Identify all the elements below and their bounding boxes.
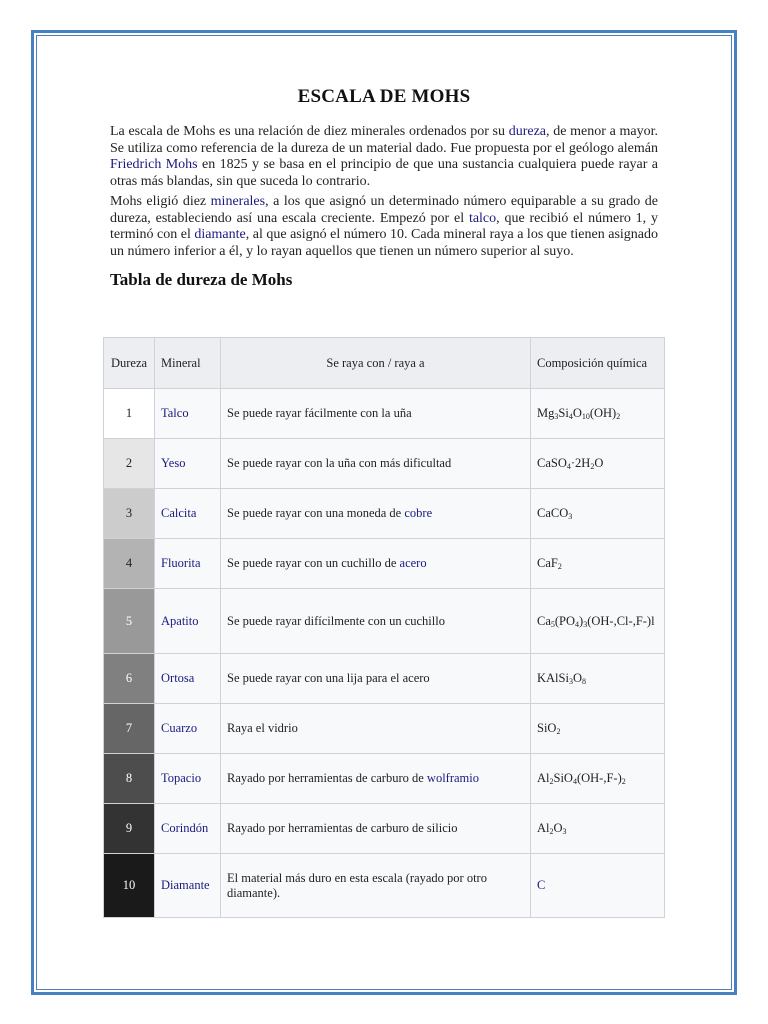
cell-dureza: 1 [104, 389, 155, 439]
table-row [104, 754, 665, 804]
raya-text: Se puede rayar fácilmente con la uña [227, 406, 412, 420]
cell-dureza: 9 [104, 804, 155, 854]
formula-subscript: 3 [583, 619, 588, 629]
formula-subscript: 2 [616, 412, 621, 421]
text: , de menor a mayor. Se utiliza como referencia de la dureza de un material dado. Fue propuesta por el geólogo alemán [110, 124, 658, 156]
formula-subscript: 2 [556, 727, 561, 736]
cell-raya [221, 804, 531, 854]
table-row [104, 704, 665, 754]
formula-subscript: 3 [562, 827, 567, 836]
formula-subscript: 10 [581, 412, 590, 421]
formula-text: (PO [554, 613, 576, 628]
formula-subscript: 2 [590, 462, 595, 471]
text: Mohs eligió diez [110, 194, 211, 209]
text: en 1825 y se basa en el principio de que una sustancia cualquiera puede rayar a otras más blandas, sin que suceda lo contrario. [110, 157, 659, 189]
raya-link[interactable]: acero [399, 556, 427, 570]
cell-mineral-link[interactable]: Cuarzo [155, 704, 221, 754]
table-row [104, 539, 665, 589]
table-row [104, 654, 665, 704]
cell-composicion [531, 654, 665, 704]
formula-text: KAlSi [537, 671, 569, 685]
link-friedrich-mohs[interactable]: Friedrich Mohs [110, 157, 198, 172]
cell-raya [221, 754, 531, 804]
header-raya: Se raya con / raya a [221, 338, 531, 389]
cell-dureza: 2 [104, 439, 155, 489]
cell-composicion [531, 704, 665, 754]
text: La escala de Mohs es una relación de diez minerales ordenados por su [110, 124, 509, 139]
formula-subscript: 2 [549, 827, 554, 836]
table-row [104, 439, 665, 489]
cell-mineral-link[interactable]: Ortosa [155, 654, 221, 704]
formula-text: ) [579, 613, 584, 628]
cell-mineral-link[interactable]: Topacio [155, 754, 221, 804]
cell-mineral-link[interactable]: Talco [155, 389, 221, 439]
text: , que recibió el número 1, y terminó con el [110, 210, 658, 242]
cell-mineral-link[interactable]: Yeso [155, 439, 221, 489]
cell-dureza: 7 [104, 704, 155, 754]
formula-subscript: 4 [575, 619, 580, 629]
cell-raya [221, 439, 531, 489]
formula-text: CaCO [537, 506, 569, 520]
formula-subscript: 2 [621, 777, 626, 786]
intro-paragraph-1 [110, 124, 658, 190]
formula-subscript: 4 [566, 462, 571, 471]
link-talco[interactable]: talco [468, 210, 497, 226]
cell-raya [221, 654, 531, 704]
cell-raya [221, 539, 531, 589]
raya-text: Rayado por herramientas de carburo de [227, 771, 427, 785]
formula-text: SiO [553, 771, 573, 785]
cell-dureza: 8 [104, 754, 155, 804]
link-diamante[interactable]: diamante [194, 227, 246, 242]
document-body [110, 86, 658, 290]
formula-text: O [553, 821, 563, 835]
formula-subscript: 5 [550, 619, 555, 629]
text: , al que asignó el número 10. Cada mineral raya a los que tienen asignado un número inferior a él, y lo rayan aquellos que tienen un número superior al suyo. [110, 227, 658, 259]
formula-subscript: 4 [568, 412, 573, 421]
raya-text: Raya el vidrio [227, 721, 298, 735]
raya-text: Se puede rayar con un cuchillo de [227, 556, 400, 570]
raya-text: Rayado por herramientas de carburo de silicio [227, 821, 458, 835]
formula-text: (OH) [589, 406, 617, 420]
link-minerales[interactable]: minerales [210, 194, 266, 209]
cell-composicion [531, 389, 665, 439]
formula-text: SiO [537, 721, 557, 735]
formula-text: Al [537, 771, 550, 785]
formula-text: CaSO [537, 456, 567, 470]
formula-text: C [537, 878, 546, 892]
formula-subscript: 3 [554, 412, 559, 421]
formula-text: O [594, 456, 604, 470]
cell-raya [221, 589, 531, 654]
cell-composicion [531, 489, 665, 539]
raya-text: Se puede rayar con una lija para el acero [227, 671, 430, 685]
table-row [104, 589, 665, 654]
formula-subscript: 3 [568, 512, 573, 521]
formula-text: (OH-,F-) [576, 771, 622, 785]
cell-raya [221, 854, 531, 918]
table-row [104, 389, 665, 439]
cell-dureza: 6 [104, 654, 155, 704]
cell-raya [221, 704, 531, 754]
cell-dureza: 5 [104, 589, 155, 654]
formula-text: O [572, 406, 582, 420]
document-title: ESCALA DE MOHS [297, 86, 471, 107]
formula-text: Si [558, 406, 569, 420]
formula-text: ·2H [570, 456, 591, 470]
cell-dureza: 10 [104, 854, 155, 918]
text: , a los que asignó un determinado número equiparable a su grado de dureza, estableciendo así una escala creciente. Empezó por el [110, 194, 658, 226]
raya-link[interactable]: wolframio [426, 771, 479, 785]
raya-text: El material más duro en esta escala (rayado por otro diamante). [227, 870, 487, 900]
formula-subscript: 8 [581, 677, 586, 686]
raya-text: Se puede rayar difícilmente con un cuchillo [227, 613, 445, 628]
cell-composicion [531, 754, 665, 804]
cell-composicion [531, 539, 665, 589]
formula-subscript: 2 [549, 777, 554, 786]
mohs-hardness-table [103, 337, 665, 918]
formula-text: O [572, 671, 582, 685]
formula-text: CaF [537, 556, 558, 570]
table-row [104, 804, 665, 854]
header-composicion: Composición química [531, 338, 665, 389]
header-mineral: Mineral [155, 338, 221, 389]
formula-subscript: 4 [572, 777, 577, 786]
cell-dureza: 4 [104, 539, 155, 589]
link-dureza[interactable]: dureza [508, 124, 547, 139]
table-title: Tabla de dureza de Mohs [110, 270, 293, 289]
cell-composicion[interactable] [531, 854, 665, 918]
cell-raya [221, 489, 531, 539]
cell-mineral-link[interactable]: Apatito [155, 589, 221, 654]
cell-raya [221, 389, 531, 439]
cell-mineral-link[interactable]: Calcita [155, 489, 221, 539]
cell-mineral-link[interactable]: Fluorita [155, 539, 221, 589]
formula-subscript: 2 [557, 562, 562, 571]
formula-text: Ca [537, 613, 551, 628]
table-row [104, 854, 665, 918]
table-header-row [104, 338, 665, 389]
cell-mineral-link[interactable]: Corindón [155, 804, 221, 854]
cell-dureza: 3 [104, 489, 155, 539]
formula-text: Mg [537, 406, 555, 420]
raya-text: Se puede rayar con una moneda de [227, 506, 405, 520]
intro-paragraph-2 [110, 194, 658, 260]
raya-text: Se puede rayar con la uña con más dificultad [227, 456, 452, 470]
cell-composicion [531, 804, 665, 854]
formula-text: Al [537, 821, 550, 835]
header-dureza: Dureza [104, 338, 155, 389]
formula-text: (OH-,Cl-,F-)l [587, 613, 655, 628]
cell-composicion [531, 439, 665, 489]
formula-subscript: 3 [568, 677, 573, 686]
table-row [104, 489, 665, 539]
raya-link[interactable]: cobre [404, 506, 433, 520]
cell-composicion [531, 589, 665, 654]
cell-mineral-link[interactable]: Diamante [155, 854, 221, 918]
